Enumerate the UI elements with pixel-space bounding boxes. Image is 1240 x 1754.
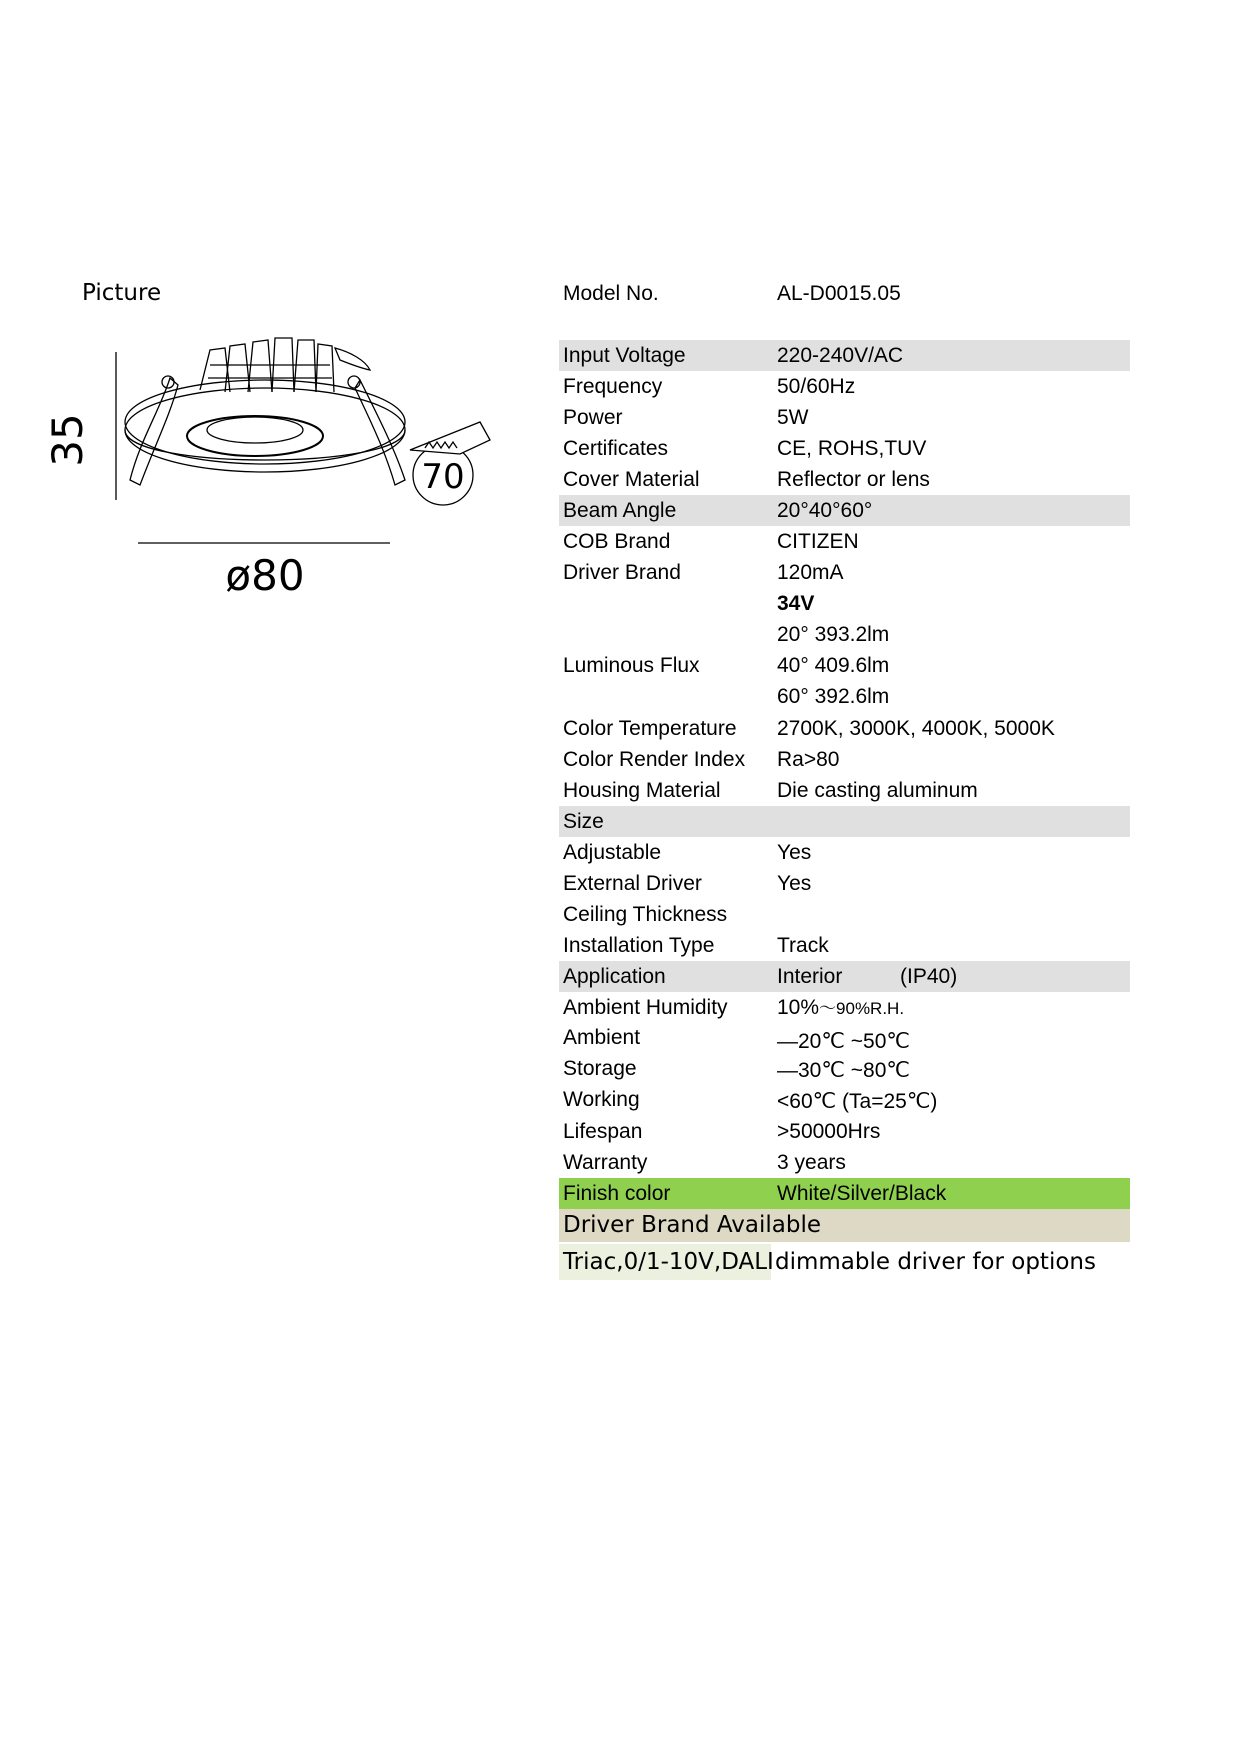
spec-value: 220-240V/AC — [777, 344, 904, 367]
spec-label: COB Brand — [563, 530, 671, 553]
spec-row-model — [559, 278, 1130, 309]
spec-value: Ra>80 — [777, 748, 840, 771]
spec-value: Track — [777, 934, 829, 957]
spec-label: Ambient — [563, 1026, 641, 1049]
spec-value: —30℃ ~80℃ — [777, 1059, 910, 1082]
spec-label: Housing Material — [563, 779, 721, 802]
spec-value: —20℃ ~50℃ — [777, 1030, 910, 1053]
driver-brand-available-row — [559, 1209, 1130, 1242]
spec-row-cob-brand — [559, 526, 1130, 557]
spec-label: Ceiling Thickness — [563, 903, 728, 926]
driver-options-row — [559, 1244, 1130, 1280]
spec-row-voltage — [559, 588, 1130, 619]
spec-label: Color Render Index — [563, 748, 746, 771]
spec-row-ambient — [559, 1022, 1130, 1053]
spec-label: Size — [563, 810, 604, 833]
spec-row-warranty — [559, 1147, 1130, 1178]
spec-row-cover-material — [559, 464, 1130, 495]
spec-label: Luminous Flux — [563, 654, 700, 677]
spec-value: 3 years — [777, 1151, 846, 1174]
spec-row-flux-20 — [559, 619, 1130, 650]
spec-value: 2700K, 3000K, 4000K, 5000K — [777, 717, 1055, 740]
spec-value: 20° 393.2lm — [777, 623, 890, 646]
spec-value: Interior — [777, 965, 843, 988]
spec-label: Certificates — [563, 437, 669, 460]
spec-value: 20°40°60° — [777, 499, 873, 522]
spec-row-beam-angle — [559, 495, 1130, 526]
spec-value: CE, ROHS,TUV — [777, 437, 927, 460]
spec-label: Ambient Humidity — [563, 996, 728, 1019]
spec-row-housing-material — [559, 775, 1130, 806]
spec-row-ambient-humidity — [559, 992, 1130, 1023]
spec-value: <60℃ (Ta=25℃) — [777, 1090, 938, 1113]
driver-options-right: dimmable driver for options — [775, 1249, 1096, 1275]
cutout-dimension-label: 70 — [421, 457, 465, 497]
spec-label: Input Voltage — [563, 344, 686, 367]
spec-value: 34V — [777, 592, 815, 615]
spec-value: 120mA — [777, 561, 844, 584]
spec-value: 60° 392.6lm — [777, 685, 890, 708]
spec-label: Model No. — [563, 282, 659, 305]
spec-value: Yes — [777, 841, 812, 864]
spec-label: Adjustable — [563, 841, 662, 864]
spec-label: Power — [563, 406, 623, 429]
spec-label: Storage — [563, 1057, 637, 1080]
spec-label: External Driver — [563, 872, 702, 895]
lens-outer — [187, 416, 323, 456]
saw-icon — [410, 422, 490, 454]
spec-row-working — [559, 1084, 1130, 1115]
spec-label: Frequency — [563, 375, 663, 398]
spec-label: Installation Type — [563, 934, 715, 957]
driver-options-left: Triac,0/1-10V,DALI — [563, 1249, 774, 1275]
driver-brand-available-label: Driver Brand Available — [563, 1212, 822, 1238]
right-spring-top — [335, 348, 370, 370]
spec-row-application — [559, 961, 1130, 992]
height-dimension-label: 35 — [43, 413, 92, 467]
spec-value: Reflector or lens — [777, 468, 930, 491]
spec-value: AL-D0015.05 — [777, 282, 901, 305]
spec-row-power — [559, 402, 1130, 433]
spec-row-certificates — [559, 433, 1130, 464]
spec-row-adjustable — [559, 837, 1130, 868]
trim-ring-outer — [125, 380, 405, 464]
spec-value: 5W — [777, 406, 809, 429]
spec-value: >50000Hrs — [777, 1120, 881, 1143]
spec-value: 50/60Hz — [777, 375, 856, 398]
spec-row-finish-color — [559, 1178, 1130, 1209]
spec-label: Warranty — [563, 1151, 648, 1174]
product-drawing — [43, 330, 530, 600]
spec-value: 10%～90%R.H. — [777, 996, 905, 1019]
spec-label: Beam Angle — [563, 499, 677, 522]
spec-row-input-voltage — [559, 340, 1130, 371]
spec-label: Driver Brand — [563, 561, 681, 584]
spec-row-external-driver — [559, 868, 1130, 899]
spec-row-driver-brand — [559, 557, 1130, 588]
picture-label: Picture — [82, 280, 162, 306]
spec-row-luminous-flux — [559, 650, 1130, 681]
spec-value: 40° 409.6lm — [777, 654, 890, 677]
spec-label: Color Temperature — [563, 717, 737, 740]
spec-label: Working — [563, 1088, 640, 1111]
diameter-dimension-label: ø80 — [225, 551, 305, 600]
spec-row-ceiling-thickness — [559, 899, 1130, 930]
ip-rating: (IP40) — [900, 965, 958, 988]
lens-inner — [207, 417, 303, 443]
spec-value: White/Silver/Black — [777, 1182, 947, 1205]
spec-row-color-render-index — [559, 744, 1130, 775]
spec-value: Yes — [777, 872, 812, 895]
spec-label: Cover Material — [563, 468, 700, 491]
spec-row-color-temperature — [559, 713, 1130, 744]
spec-row-installation-type — [559, 930, 1130, 961]
spec-row-frequency — [559, 371, 1130, 402]
spec-value: CITIZEN — [777, 530, 859, 553]
heatsink-fins — [200, 338, 334, 392]
left-spring-clip — [130, 378, 178, 485]
spec-value: Die casting aluminum — [777, 779, 978, 802]
spec-row-lifespan — [559, 1116, 1130, 1147]
spec-row-size — [559, 806, 1130, 837]
spec-label: Finish color — [563, 1182, 671, 1205]
right-spring-clip — [355, 380, 405, 485]
spec-row-storage — [559, 1053, 1130, 1084]
spec-label: Lifespan — [563, 1120, 643, 1143]
spec-label: Application — [563, 965, 666, 988]
spec-row-flux-60 — [559, 681, 1130, 712]
